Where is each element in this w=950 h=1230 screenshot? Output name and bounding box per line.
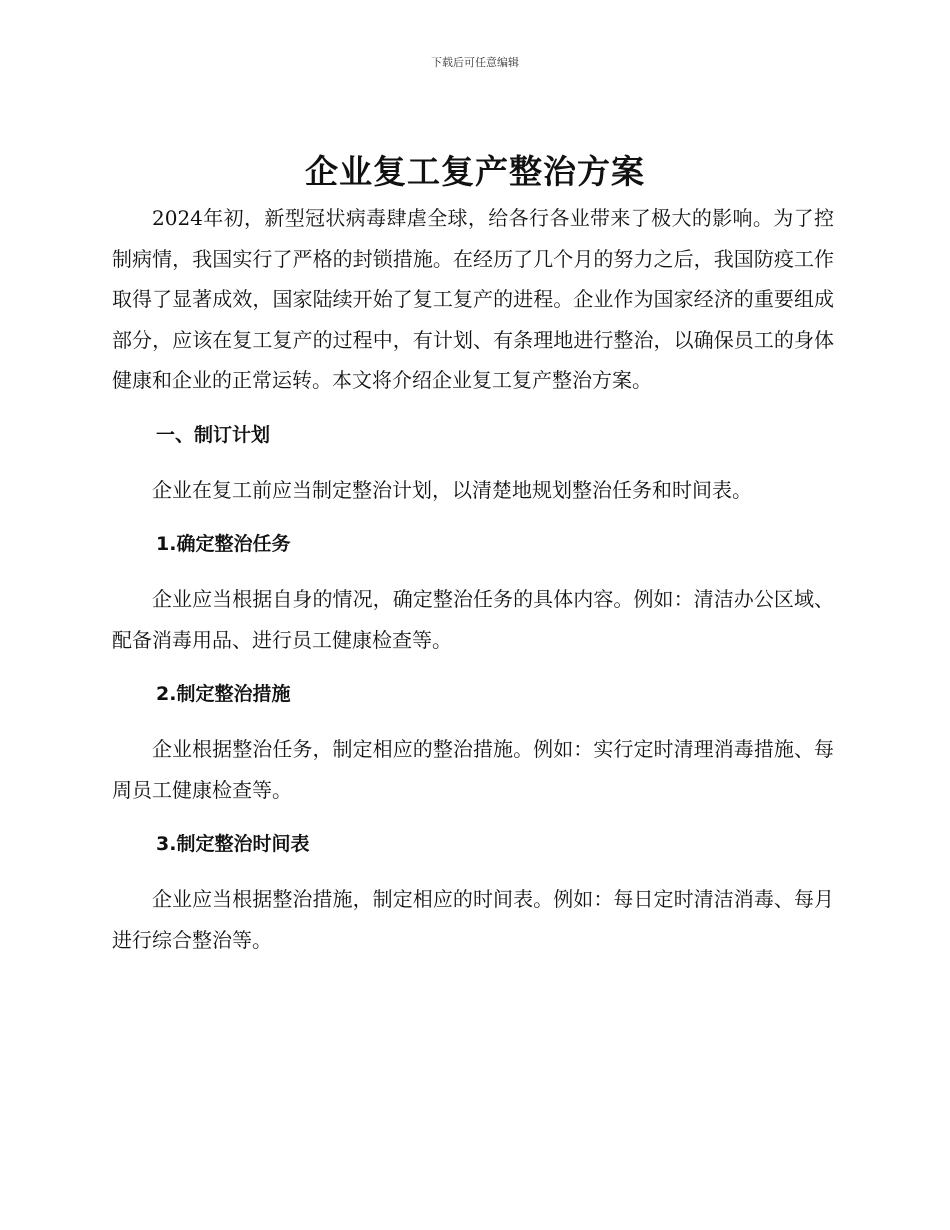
subsection-paragraph-measures: 企业根据整治任务，制定相应的整治措施。例如：实行定时清理消毒措施、每周员工健康检查等。	[112, 737, 834, 802]
subsection-heading-schedule: 3.制定整治时间表	[156, 833, 310, 855]
document-body	[112, 198, 834, 960]
section-paragraph-plan: 企业在复工前应当制定整治计划，以清楚地规划整治任务和时间表。	[152, 477, 752, 502]
subsection-heading-measures: 2.制定整治措施	[156, 683, 291, 705]
subsection-paragraph-tasks: 企业应当根据自身的情况，确定整治任务的具体内容。例如：清洁办公区域、配备消毒用品、进行员工健康检查等。	[112, 587, 834, 652]
subsection-paragraph-schedule: 企业应当根据整治措施，制定相应的时间表。例如：每日定时清洁消毒、每月进行综合整治等。	[112, 887, 834, 952]
header-note: 下载后可任意编辑	[431, 56, 519, 69]
section-heading-plan: 一、制订计划	[156, 423, 271, 446]
subsection-heading-tasks: 1.确定整治任务	[156, 533, 291, 555]
document-title: 企业复工复产整治方案	[305, 152, 645, 191]
intro-paragraph: 2024年初，新型冠状病毒肆虐全球，给各行各业带来了极大的影响。为了控制病情，我国实行了严格的封锁措施。在经历了几个月的努力之后，我国防疫工作取得了显著成效，国家陆续开始了复工复产的进程。企业作为国家经济的重要组成部分，应该在复工复产的过程中，有计划、有条理地进行整治，以确保员工的身体健康和企业的正常运转。本文将介绍企业复工复产整治方案。	[112, 206, 834, 392]
